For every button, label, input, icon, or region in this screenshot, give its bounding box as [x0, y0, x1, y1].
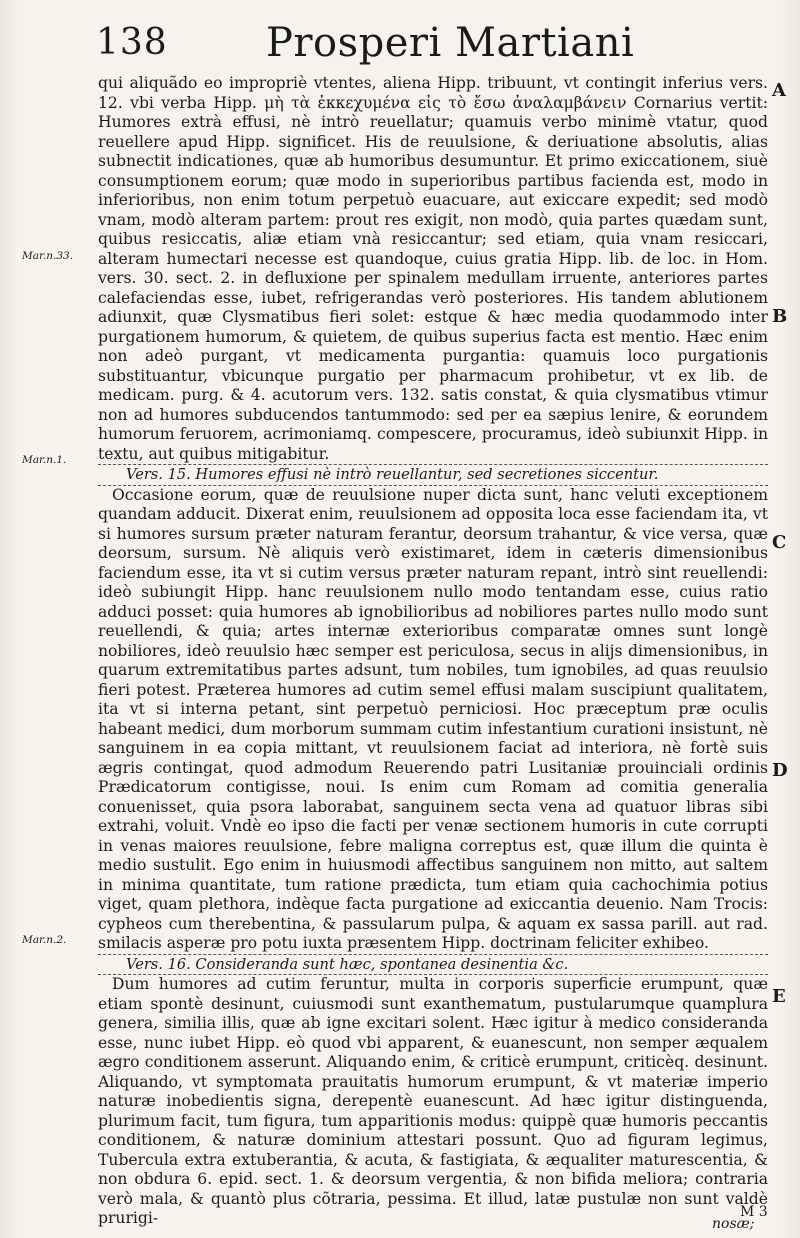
catchword: nosæ;	[712, 1216, 755, 1232]
signature-mark: M 3	[740, 1204, 768, 1220]
paragraph-3: Dum humores ad cutim feruntur, multa in corporis superficie erumpunt, quæ etiam spontè desinunt, cuiusmodi sunt exanthematum, pustularumque quamplura genera, similia illis, quæ ab igne excitari solent. Hæc igitur à medico consideranda esse, nunc iubet Hipp. eò quod vbi apparent, & euanescunt, non semper æqualem ægro conditionem asserunt. Aliquando enim, & criticè erumpunt, criticèq. desinunt. Aliquando, vt symptomata prauitatis humorum erumpunt, & vt materiæ imperio naturæ inobedientis signa, derepentè euanescunt. Ad hæc igitur distinguenda, plurimum facit, tum figura, tum apparitionis modus: quippè quæ humoris peccantis conditionem, & naturæ dominium attestari possunt. Quo ad figuram legimus, Tubercula extra extuberantia, & acuta, & fastigiata, & æqualiter maturescentia, & non obdura 6. epid. sect. 1. & deorsum vergentia, & non bifida meliora; contraria verò mala, & quantò plus cõtraria, pessima. Et illud, latæ pustulæ non sunt valdè prurigi-	[98, 975, 768, 1227]
margin-letter-a: A	[772, 80, 786, 101]
side-note-3: Mar.n.2.	[22, 934, 67, 946]
running-head: Prosperi Martiani	[266, 20, 635, 66]
page-header	[96, 18, 736, 74]
paragraph-1: qui aliquãdo eo impropriè vtentes, aliena Hipp. tribuunt, vt contingit inferius vers. 12. vbi verba Hipp. μὴ τὰ ἐκκεχυμένα εἰς τὸ ἔσω ἀναλαμβάνειν Cornarius vertit: Humores extrà effusi, nè intrò reuellatur; quamuis verbo minimè vtatur, quod reuellere apud Hipp. significet. His de reuulsione, & deriuatione absolutis, alias subnectit indicationes, quæ ab humoribus desumuntur. Et primo exiccationem, siuè consumptionem eorum; quæ modo in superioribus partibus facienda est, modo in inferioribus, non enim totum perpetuò euacuare, aut exiccare expedit; sed modò vnam, modò alteram partem: prout res exigit, non modò, quia partes quædam sunt, quibus resiccatis, aliæ etiam vnà resiccantur; sed etiam, quia vnam resiccari, alteram humectari necesse est quandoque, cuius gratia Hipp. lib. de loc. in Hom. vers. 30. sect. 2. in defluxione per spinalem medullam irruente, anteriores partes calefaciendas esse, iubet, refrigerandas verò posteriores. His tandem ablutionem adiunxit, quæ Clysmatibus fieri solet: estque & hæc media quodammodo inter purgationem humorum, & quietem, de quibus superius facta est mentio. Hæc enim non adeò purgant, vt medicamenta purgantia: quamuis loco purgationis substituantur, vbicunque purgatio per pharmacum prohibetur, vt ex lib. de medicam. purg. & 4. acutorum vers. 132. satis constat, & quia clysmatibus vtimur non ad humores subducendos tantummodo: sed per ea sæpius lenire, & eorundem humorum feruorem, acrimoniamq. compescere, procuramus, ideò subiunxit Hipp. in textu, aut quibus mitigabitur.	[98, 74, 768, 463]
side-note-1: Mar.n.33.	[22, 250, 74, 262]
margin-letter-d: D	[772, 760, 788, 781]
margin-letter-c: C	[772, 532, 787, 553]
verse-heading-15: Vers. 15. Humores effusi nè intrò reuellantur, sed secretiones siccentur.	[98, 464, 768, 486]
margin-letter-e: E	[772, 986, 786, 1007]
verse-heading-16: Vers. 16. Consideranda sunt hæc, spontanea desinentia &c.	[98, 954, 768, 976]
body-text	[98, 74, 768, 1229]
paragraph-2: Occasione eorum, quæ de reuulsione nuper dicta sunt, hanc veluti exceptionem quandam adducit. Dixerat enim, reuulsionem ad opposita loca esse faciendam ita, vt si humores sursum præter naturam ferantur, deorsum trahantur, & vice versa, quæ deorsum, sursum. Nè aliquis verò existimaret, idem in cæteris dimensionibus faciendum esse, ita vt si cutim versus præter naturam repant, intrò sint reuellendi: ideò subiungit Hipp. hanc reuulsionem nullo modo tentandam esse, cuius ratio adduci posset: quia humores ab ignobilioribus ad nobiliores partes nullo modo sunt reuellendi, & quia; artes internæ exterioribus comparatæ omnes sunt longè nobiliores, ideò reuulsio hæc semper est periculosa, secus in alijs dimensionibus, in quarum extremitatibus partes adsunt, tum nobiles, tum ignobiles, ad quas reuulsio fieri potest. Præterea humores ad cutim semel effusi malam suscipiunt qualitatem, ita vt si interna petant, sint perpetuò perniciosi. Hoc præceptum præ oculis habeant medici, dum morborum summam cutim infestantium curationi insistunt, nè sanguinem in ea copia mittant, vt reuulsionem faciat ad interiora, nè fortè suis ægris contingat, quod admodum Reuerendo patri Lusitaniæ prouinciali ordinis Prædicatorum contigisse, noui. Is enim cum Romam ad comitia generalia conuenisset, quia psora laborabat, sanguinem secta vena ad quatuor libras sibi extrahi, voluit. Vndè eo ipso die facti per venæ sectionem humoris in cute corrupti in venas maiores reuulsione, febre maligna correptus est, quæ illum die quinta è medio sustulit. Ego enim in huiusmodi affectibus sanguinem non mitto, aut saltem in minima quantitate, tum ratione prædicta, tum etiam quia cachochimia potius viget, quam plethora, indèque facta purgatione ad exiccantia deuenio. Nam Trocis: cypheos cum therebentina, & passularum pulpa, & aquam ex sassa parill. aut rad. smilacis asperæ pro potu iuxta præsentem Hipp. doctrinam feliciter exhibeo.	[98, 485, 768, 952]
page-number: 138	[96, 22, 168, 63]
margin-letter-b: B	[772, 306, 788, 327]
side-note-2: Mar.n.1.	[22, 454, 67, 466]
